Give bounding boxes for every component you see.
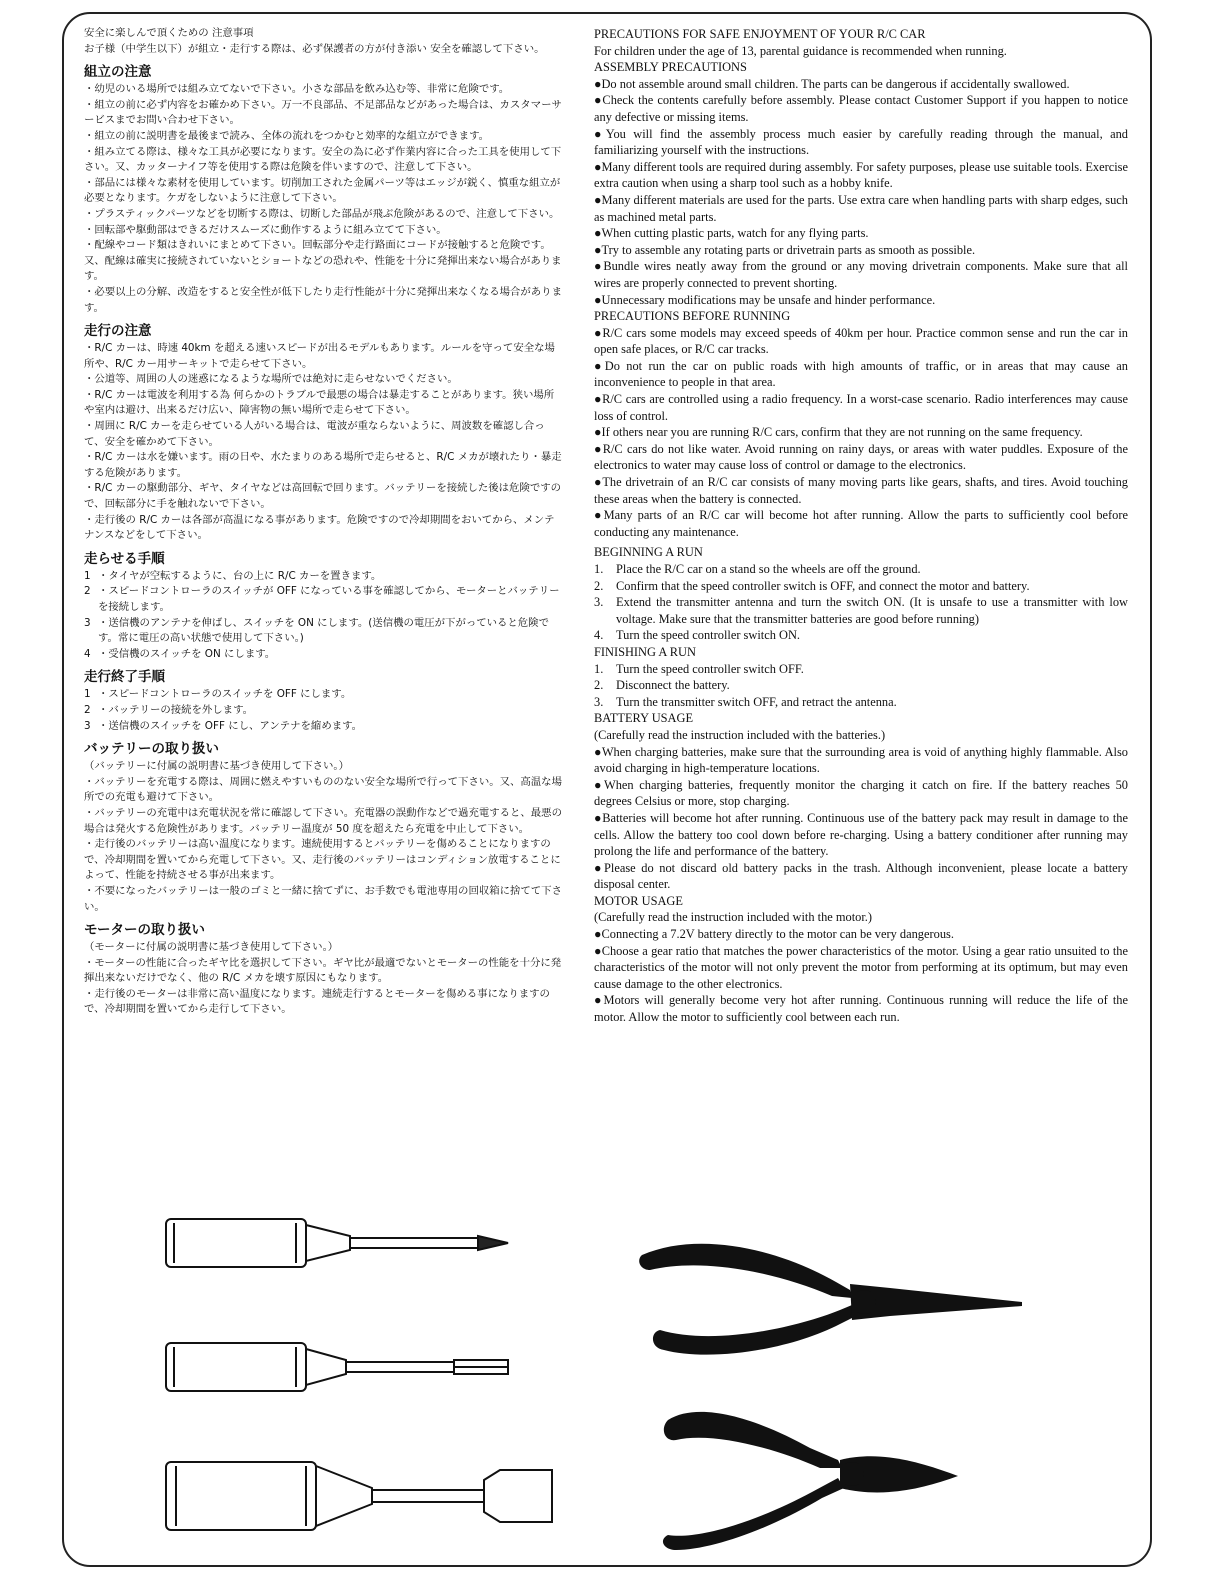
list-item: ●You will find the assembly process much easier by carefully reading through the manual, and familiarizing yourself with the instructions. xyxy=(594,126,1128,158)
step-text: ・スピードコントローラのスイッチを OFF にします。 xyxy=(98,688,352,701)
jp-start-heading: 走らせる手順 xyxy=(84,550,165,567)
step-text: Confirm that the speed controller switch is OFF, and connect the motor and battery. xyxy=(616,578,1030,593)
step-text: ・送信機のアンテナを伸ばし、スイッチを ON にします。(送信機の電圧が下がっていると危険です。常に電圧の高い状態で使用して下さい。) xyxy=(98,616,549,645)
list-item: ●Bundle wires neatly away from the ground or any moving drivetrain components. Make sure that all wires are properly connected to prevent shorting. xyxy=(594,259,1128,290)
list-item: ・組み立てる際は、様々な工具が必要になります。安全の為に必ず作業内容に合った工具を使用して下さい。又、カッターナイフ等を使用する際は危険を伴いますので、注意して下さい。 xyxy=(84,145,562,174)
list-item: ●R/C cars do not like water. Avoid running on rainy days, or areas with water puddles. Exposure of the electronics to water may cause loss of control or damage to the electronics. xyxy=(594,441,1128,473)
list-item: （バッテリーに付属の説明書に基づき使用して下さい。） xyxy=(84,760,349,773)
list-item: ●R/C cars are controlled using a radio frequency. In a worst-case scenario. Radio interferences may cause loss of control. xyxy=(594,392,1128,423)
step-number: 2 xyxy=(84,585,91,598)
step-text: Place the R/C car on a stand so the wheels are off the ground. xyxy=(616,562,921,576)
hex-driver-icon xyxy=(166,1343,508,1391)
list-item: ・R/C カーは、時速 40km を超える速いスピードが出るモデルもあります。ルールを守って安全な場所や、R/C カー用サーキットで走らせて下さい。 xyxy=(84,342,555,370)
list-item: ・R/C カーは水を嫌います。雨の日や、水たまりのある場所で走らせると、R/C メカが壊れたり・暴走する危険があります。 xyxy=(84,451,562,479)
side-cutters-icon xyxy=(663,1412,958,1550)
list-item: ●Many different materials are used for the parts. Use extra care when handling parts with sharp edges, such as machined metal parts. xyxy=(594,192,1128,224)
jp-running-heading: 走行の注意 xyxy=(84,323,152,340)
step-number: 2. xyxy=(594,578,604,593)
step-number: 1. xyxy=(594,661,604,676)
step-number: 3. xyxy=(594,595,604,610)
list-item: ・部品には様々な素材を使用しています。切削加工された金属パーツ等はエッジが鋭く、慎重な組立が必要となります。ケガをしないように注意して下さい。 xyxy=(84,176,561,205)
nut-driver-icon xyxy=(166,1462,552,1530)
list-item: ・R/C カーは電波を利用する為 何らかのトラブルで最悪の場合は暴走することがあります。狭い場所や室内は避け、出来るだけ広い、障害物の無い場所で走らせて下さい。 xyxy=(84,388,555,417)
step-text: Turn the speed controller switch ON. xyxy=(616,628,800,643)
step-number: 3 xyxy=(84,719,91,732)
list-item: ・幼児のいる場所では組み立てないで下さい。小さな部品を飲み込む等、非常に危険です。 xyxy=(84,83,510,96)
phillips-screwdriver-icon xyxy=(166,1219,508,1267)
step-number: 1. xyxy=(594,562,604,576)
step-text: Disconnect the battery. xyxy=(616,678,730,693)
list-item: ・走行後の R/C カーは各部が高温になる事があります。危険ですので冷却期間をおいてから、メンテナンスなどをして下さい。 xyxy=(84,513,555,542)
list-item: ●Unnecessary modifications may be unsafe and hinder performance. xyxy=(594,292,936,307)
en-finish-heading: FINISHING A RUN xyxy=(594,644,696,659)
list-item: ●If others near you are running R/C cars, confirm that they are not running on the same frequency. xyxy=(594,425,1083,440)
en-title: PRECAUTIONS FOR SAFE ENJOYMENT OF YOUR R/C CAR xyxy=(594,27,926,41)
list-item: ・公道等、周囲の人の迷惑になるような場所では絶対に走らせないでください。 xyxy=(84,373,458,386)
list-item: ●Try to assemble any rotating parts or drivetrain parts as smooth as possible. xyxy=(594,242,976,257)
list-item: ●The drivetrain of an R/C car consists of many moving parts like gears, shafts, and tires. Avoid touching these areas when the battery is connected. xyxy=(594,475,1128,506)
en-start-heading: BEGINNING A RUN xyxy=(594,545,703,560)
step-number: 2 xyxy=(84,703,91,716)
needle-nose-pliers-icon xyxy=(639,1244,1022,1355)
list-item: ●When charging batteries, make sure that the surrounding area is void of anything highly flammable. Also avoid charging in high-temperature locations. xyxy=(594,744,1128,776)
list-item: （モーターに付属の説明書に基づき使用して下さい。） xyxy=(84,941,339,954)
list-item: ・R/C カーの駆動部分、ギヤ、タイヤなどは高回転で回ります。バッテリーを接続した後は危険ですので、回転部分に手を触れないで下さい。 xyxy=(84,482,562,511)
step-text: ・送信機のスイッチを OFF にし、アンテナを縮めます。 xyxy=(98,719,363,732)
step-text: ・タイヤが空転するように、台の上に R/C カーを置きます。 xyxy=(98,569,382,582)
list-item: ・モーターの性能に合ったギヤ比を選択して下さい。ギヤ比が最適でないとモーターの性能を十分に発揮出来ないだけでなく、他の R/C メカを壊す原因にもなります。 xyxy=(84,956,562,985)
step-number: 2. xyxy=(594,678,604,693)
list-item: ●R/C cars some models may exceed speeds of 40km per hour. Practice common sense and run the car in open safe places, or R/C car tracks. xyxy=(594,325,1128,357)
list-item: ●When charging batteries, frequently monitor the charging it catch on fire. If the battery reaches 50 degrees Celsius or more, stop charging. xyxy=(594,777,1128,809)
step-text: ・バッテリーの接続を外します。 xyxy=(98,703,254,716)
list-item: (Carefully read the instruction included with the motor.) xyxy=(594,910,873,925)
step-text: Extend the transmitter antenna and turn the switch ON. (It is unsafe to use a transmitter with low voltage. Make sure that the transmitter batteries are good before running) xyxy=(616,595,1128,626)
step-text: Turn the speed controller switch OFF. xyxy=(616,661,804,676)
en-running-heading: PRECAUTIONS BEFORE RUNNING xyxy=(594,309,791,324)
jp-title: 安全に楽しんで頂くための 注意事項 xyxy=(84,27,254,39)
list-item: ●When cutting plastic parts, watch for any flying parts. xyxy=(594,226,869,241)
list-item: ・組立の前に説明書を最後まで読み、全体の流れをつかむと効率的な組立ができます。 xyxy=(84,129,490,142)
list-item: ・配線やコード類はきれいにまとめて下さい。回転部分や走行路面にコードが接触すると危険です。又、配線は確実に接続されていないとショートなどの恐れや、性能を十分に発揮出来ない場合があります。 xyxy=(84,239,562,283)
step-number: 4 xyxy=(84,647,91,660)
jp-motor-heading: モーターの取り扱い xyxy=(84,922,205,939)
list-item: ●Do not run the car on public roads with high amounts of traffic, or in areas that may cause an inconvenience to people in that area. xyxy=(594,358,1128,390)
list-item: ・周囲に R/C カーを走らせている人がいる場合は、電波が重ならないように、周波数を確認し合って、安全を確かめて下さい。 xyxy=(84,420,545,448)
step-number: 4. xyxy=(594,628,604,643)
list-item: ・走行後のバッテリーは高い温度になります。連続使用するとバッテリーを傷めることになりますので、冷却期間を置いてから充電して下さい。又、走行後のバッテリーはコンディション放電することによって、性能を持続させる事が出来ます。 xyxy=(84,838,561,882)
list-item: ・必要以上の分解、改造をすると安全性が低下したり走行性能が十分に発揮出来なくなる場合があります。 xyxy=(84,285,562,314)
list-item: ●Please do not discard old battery packs in the trash. Although inconvenient, please locate a battery disposal center. xyxy=(594,860,1128,892)
list-item: ・不要になったバッテリーは一般のゴミと一緒に捨てずに、お手数でも電池専用の回収箱に捨てて下さい。 xyxy=(84,884,562,913)
jp-intro: お子様（中学生以下）が組立・走行する際は、必ず保護者の方が付き添い 安全を確認して下さい。 xyxy=(84,42,545,55)
list-item: ●Many different tools are required during assembly. For safety purposes, please use suitable tools. Exercise extra caution when using a sharp tool such as a hobby knife. xyxy=(594,159,1128,191)
step-number: 3 xyxy=(84,616,91,629)
list-item: ・走行後のモーターは非常に高い温度になります。連続走行するとモーターを傷める事になりますので、冷却期間を置いてから走行して下さい。 xyxy=(84,987,550,1016)
list-item: ●Batteries will become hot after running. Continuous use of the battery pack may result in damage to the cells. Allow the battery too cool down before re-charging. Using a battery conditioner after running may prolong the life and performance of the battery. xyxy=(594,810,1128,859)
step-number: 3. xyxy=(594,694,604,709)
list-item: ・プラスティックパーツなどを切断する際は、切断した部品が飛ぶ危険があるので、注意して下さい。 xyxy=(84,207,560,220)
list-item: ●Check the contents carefully before assembly. Please contact Customer Support if you happen to notice any defective or missing items. xyxy=(594,93,1128,124)
step-text: ・受信機のスイッチを ON にします。 xyxy=(98,647,276,660)
list-item: ・バッテリーを充電する際は、周囲に燃えやすいもののない安全な場所で行って下さい。又、高温な場所での充電も避けて下さい。 xyxy=(84,775,562,804)
list-item: ●Do not assemble around small children. The parts can be dangerous if accidentally swallowed. xyxy=(594,76,1070,91)
list-item: ・回転部や駆動部はできるだけスムーズに動作するように組み立てて下さい。 xyxy=(84,223,447,236)
jp-assembly-heading: 組立の注意 xyxy=(84,64,152,81)
list-item: ●Motors will generally become very hot after running. Continuous running will reduce the life of the motor. Allow the motor to sufficiently cool between each run. xyxy=(594,993,1128,1025)
jp-battery-heading: バッテリーの取り扱い xyxy=(84,741,219,758)
list-item: (Carefully read the instruction included with the batteries.) xyxy=(594,727,886,742)
step-number: 1 xyxy=(84,569,91,582)
en-battery-heading: BATTERY USAGE xyxy=(594,711,694,726)
step-number: 1 xyxy=(84,688,91,701)
en-motor-heading: MOTOR USAGE xyxy=(594,893,683,908)
list-item: ●Connecting a 7.2V battery directly to the motor can be very dangerous. xyxy=(594,927,954,942)
list-item: ・バッテリーの充電中は充電状況を常に確認して下さい。充電器の誤動作などで過充電すると、最悪の場合は発火する危険性があります。バッテリー温度が 50 度を超えたら充電を中止して下さい。 xyxy=(84,806,562,835)
jp-finish-heading: 走行終了手順 xyxy=(84,669,165,686)
list-item: ●Choose a gear ratio that matches the power characteristics of the motor. Using a gear ratio unsuited to the characteristics of the motor will not only prevent the motor from performing at its optimum, but may even cause damage to the other electronics. xyxy=(594,943,1128,991)
step-text: Turn the transmitter switch OFF, and retract the antenna. xyxy=(616,694,897,709)
en-assembly-heading: ASSEMBLY PRECAUTIONS xyxy=(594,60,747,75)
list-item: ●Many parts of an R/C car will become hot after running. Allow the parts to sufficiently cool before conducting any maintenance. xyxy=(594,508,1128,539)
en-intro: For children under the age of 13, parental guidance is recommended when running. xyxy=(594,43,1007,58)
list-item: ・組立の前に必ず内容をお確かめ下さい。万一不良部品、不足部品などがあった場合は、カスタマーサービスまでお問い合わせ下さい。 xyxy=(84,98,562,127)
step-text: ・スピードコントローラのスイッチが OFF になっている事を確認してから、モーターとバッテリーを接続します。 xyxy=(98,585,560,613)
